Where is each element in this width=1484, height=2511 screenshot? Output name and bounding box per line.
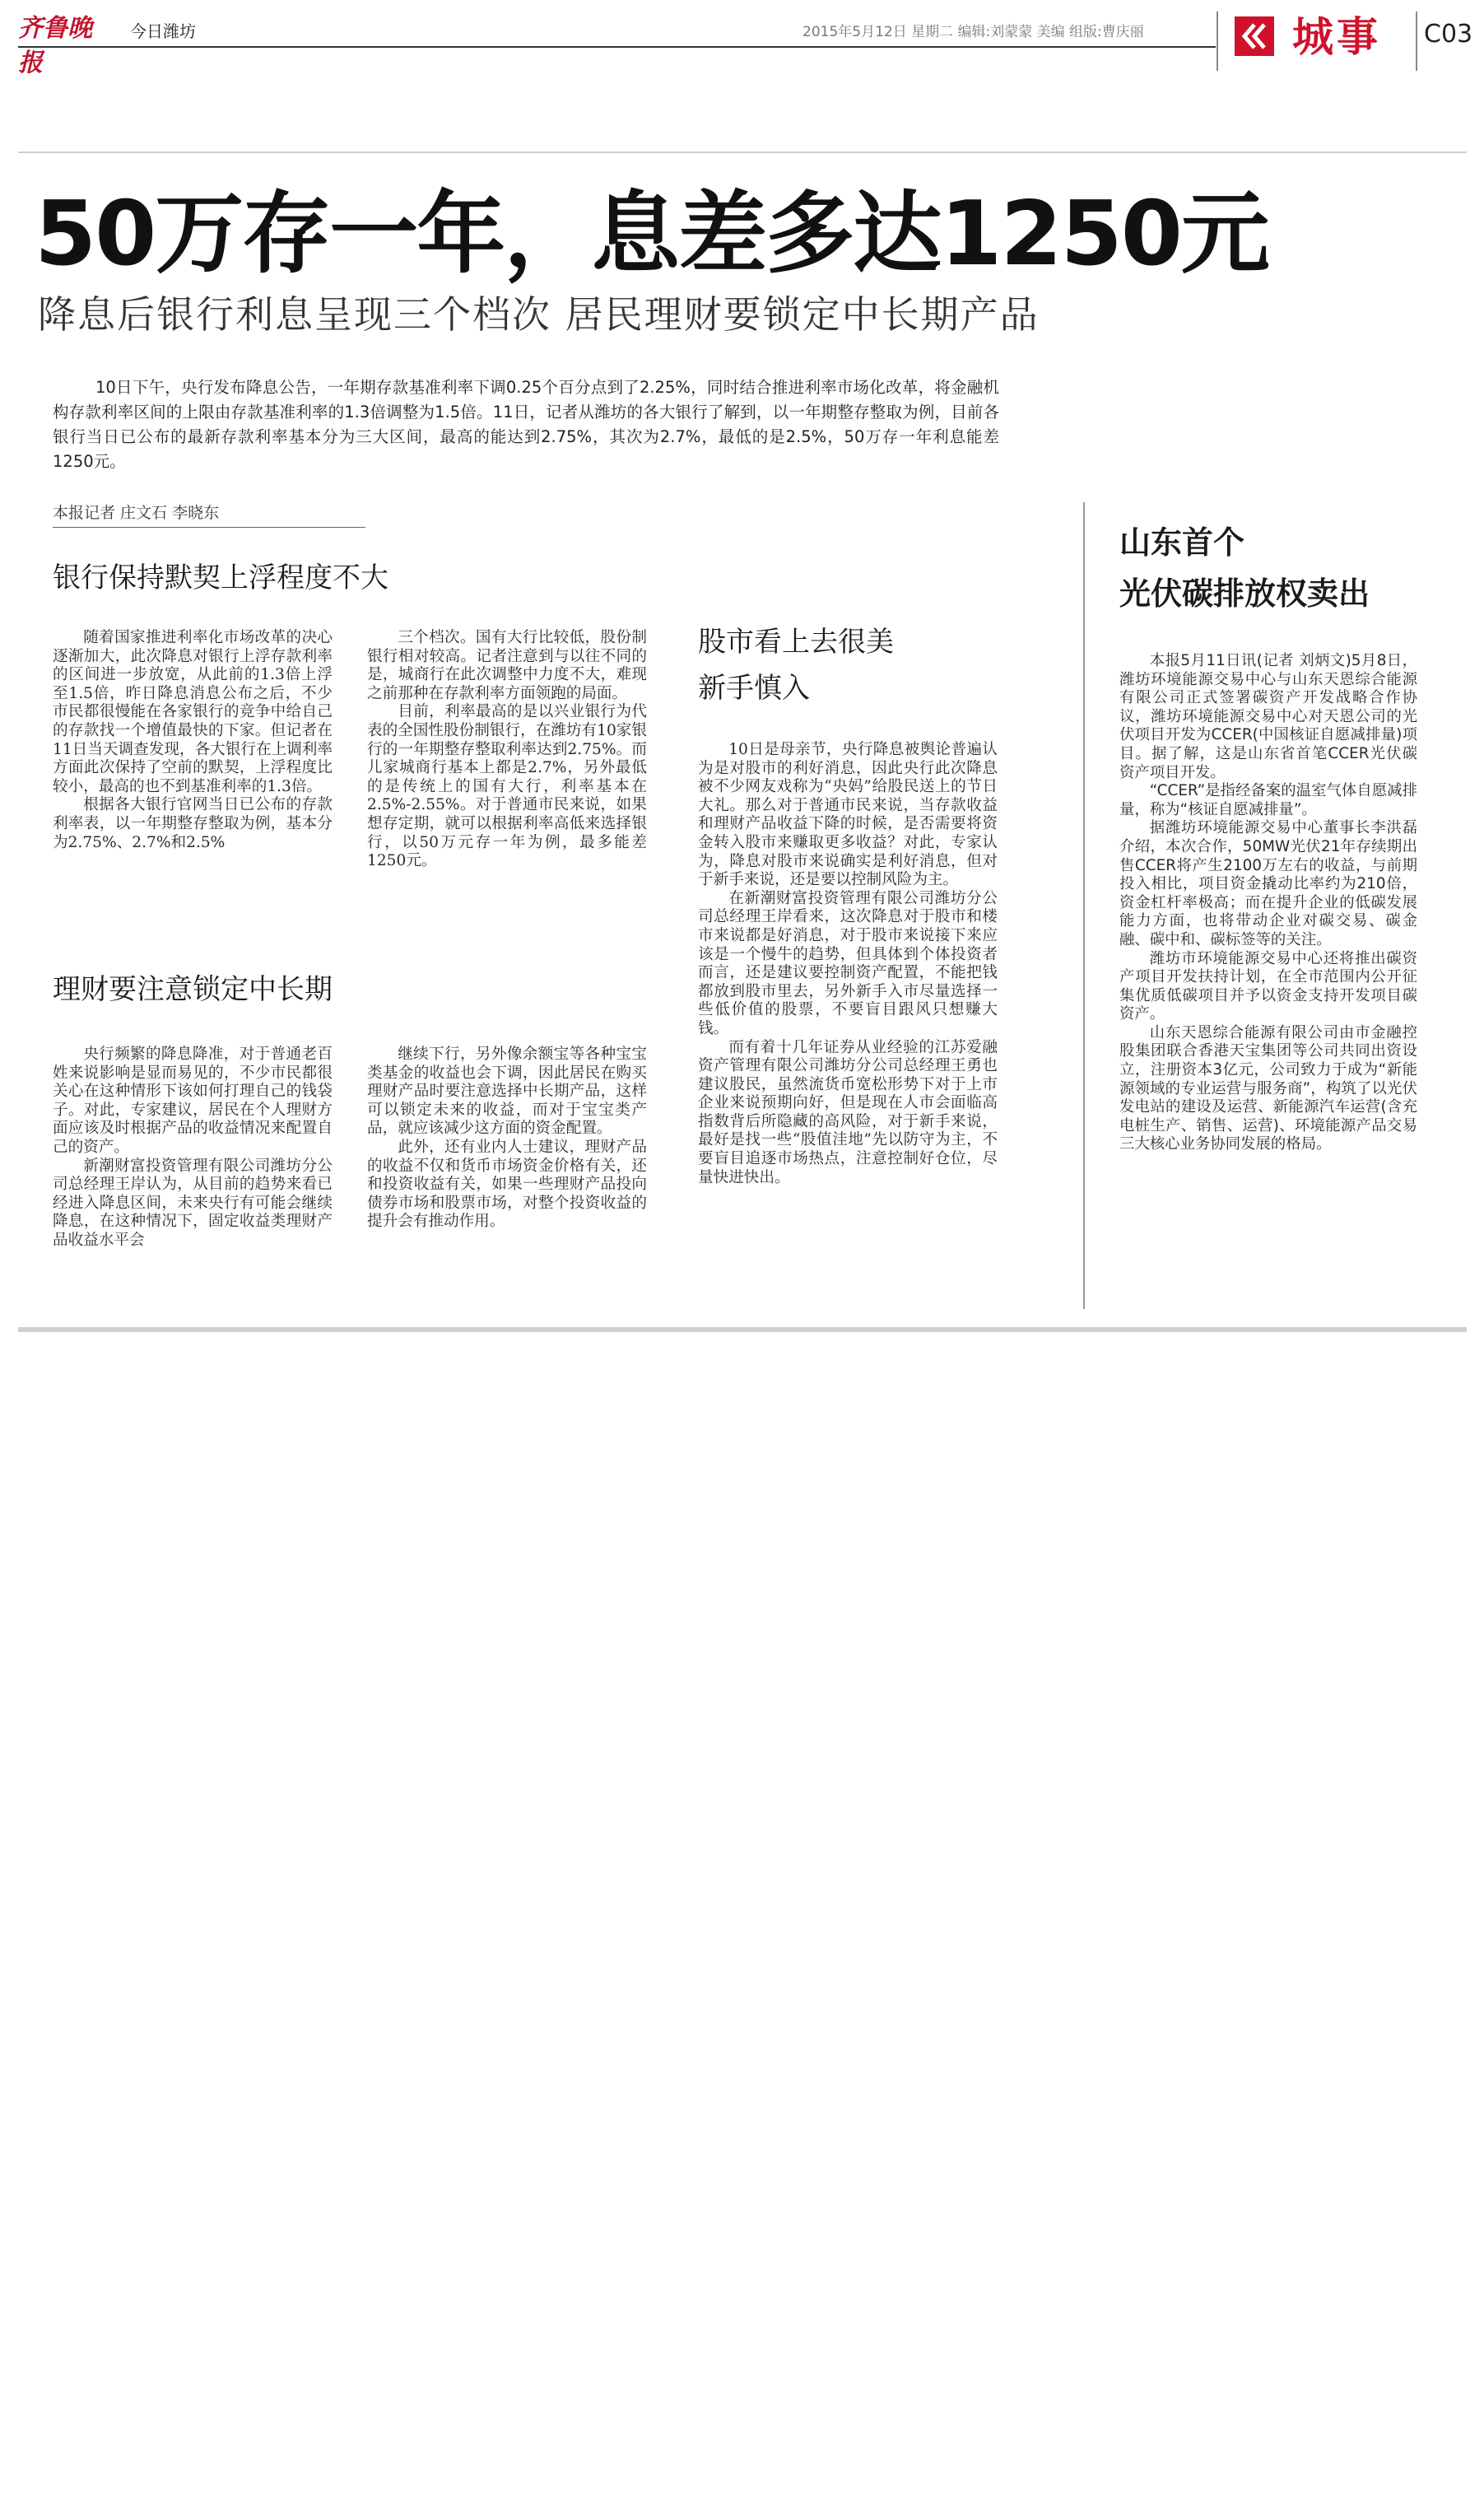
paragraph: 继续下行，另外像余额宝等各种宝宝类基金的收益也会下调，因此居民在购买理财产品时要注意选择中长期产品，这样可以锁定未来的收益，而对于宝宝类产品，就应该减少这方面的资金配置。 [367, 1046, 647, 1138]
newspaper-logo: 齐鲁晚报 [18, 14, 92, 77]
masthead-rule [18, 46, 1216, 48]
paragraph: 随着国家推进利率化市场改革的决心逐渐加大，此次降息对银行上浮存款利率的区间进一步放宽，从此前的1.3倍上浮至1.5倍，昨日降息消息公布之后，不少市民都很慢能在各家银行的竞争中给自己的存款找一个增值最快的下家。但记者在11日当天调查发现，各大银行在上调利率方面此次保持了空前的默契，上浮程度比较小，最高的也不到基准利率的1.3倍。 [53, 629, 333, 795]
article-column [53, 1046, 333, 1309]
page-divider [1416, 12, 1417, 71]
subheading-wealth-management: 理财要注意锁定中长期 [53, 973, 333, 1006]
double-chevron-left-icon [1235, 16, 1274, 56]
paragraph: 新潮财富投资管理有限公司潍坊分公司总经理王岸认为，从目前的趋势来看已经进入降息区间，未来央行有可能会继续降息，在这种情况下，固定收益类理财产品收益水平会 [53, 1157, 333, 1249]
byline: 本报记者 庄文石 李晓东 [53, 501, 365, 528]
paragraph: 目前，利率最高的是以兴业银行为代表的全国性股份制银行，在潍坊有10家银行的一年期整存整取利率达到2.75%。而儿家城商行基本上都是2.7%，另外最低的是传统上的国有大行，利率基本在2.5%-2.55%。对于普通市民来说，如果想存定期，就可以根据利率高低来选择银行，以50万元存一年为例，最多能差1250元。 [367, 703, 647, 870]
article-column [367, 1046, 647, 1309]
sidebar-title-line: 光伏碳排放权卖出 [1119, 575, 1370, 612]
paragraph: 三个档次。国有大行比较低，股份制银行相对较高。记者注意到与以往不同的是，城商行在此次调整中力度不大，难现之前那种在存款利率方面领跑的局面。 [367, 629, 647, 702]
issue-meta: 2015年5月12日 星期二 编辑:刘蒙蒙 美编 组版:曹庆丽 [802, 24, 1144, 40]
subheading-stock-market [698, 619, 894, 711]
paragraph: 本报5月11日讯(记者 刘炳文)5月8日，潍坊环境能源交易中心与山东天恩综合能源有限公司正式签署碳资产开发战略合作协议，潍坊环境能源交易中心对天恩公司的光伏项目开发为CCER(中国核证自愿减排量)项目。据了解，这是山东省首笔CCER光伏碳资产项目开发。 [1119, 652, 1417, 781]
subheading-line: 股市看上去很美 [698, 626, 894, 659]
edition-label: 今日潍坊 [130, 21, 196, 41]
paragraph: 据潍坊环境能源交易中心董事长李洪磊介绍，本次合作，50MW光伏21年存续期出售CCER将产生2100万左右的收益，与前期投入相比，项目资金撬动比率约为210倍，资金杠杆率极高；而在提升企业的低碳发展能力方面，也将带动企业对碳交易、碳金融、碳中和、碳标签等的关注。 [1119, 819, 1417, 948]
paragraph: 而有着十几年证券从业经验的江苏爱融资产管理有限公司潍坊分公司总经理王勇也建议股民，虽然流货币宽松形势下对于上市企业来说预期向好，但是现在人市会面临高指数背后所隐藏的高风险，对于新手来说，最好是找一些“股值洼地”先以防守为主，不要盲目追逐市场热点，注意控制好仓位，尽量快进快出。 [698, 1038, 998, 1186]
chevron-left-inner [1254, 25, 1264, 48]
article-column [367, 629, 647, 942]
paragraph: 根据各大银行官网当日已公布的存款利率表，以一年期整存整取为例，基本分为2.75%、2.7%和2.5% [53, 796, 333, 851]
paragraph: 央行频繁的降息降准，对于普通老百姓来说影响是显而易见的，不少市民都很关心在这种情形下该如何打理自己的钱袋子。对此，专家建议，居民在个人理财方面应该及时根据产品的收益情况来配置自己的资产。 [53, 1046, 333, 1156]
bottom-separator [18, 1327, 1467, 1332]
lead-paragraph: 10日下午，央行发布降息公告，一年期存款基准利率下调0.25个百分点到了2.25%，同时结合推进利率市场化改革，将金融机构存款利率区间的上限由存款基准利率的1.3倍调整为1.5倍。11日，记者从潍坊的各大银行了解到，以一年期整存整取为例，目前各银行当日已公布的最新存款利率基本分为三大区间，最高的能达到2.75%，其次为2.7%，最低的是2.5%，50万存一年利息能差1250元。 [53, 378, 999, 471]
top-separator [18, 151, 1467, 153]
sidebar-divider [1083, 502, 1085, 1309]
article-column [698, 741, 998, 1311]
paragraph: 10日是母亲节，央行降息被舆论普遍认为是对股市的利好消息，因此央行此次降息被不少网友戏称为“央妈”给股民送上的节日大礼。那么对于普通市民来说，当存款收益和理财产品收益下降的时候，是否需要将资金转入股市来赚取更多收益？对此，专家认为，降息对股市来说确实是利好消息，但对于新手来说，还是要以控制风险为主。 [698, 741, 998, 889]
subheading-bank-rates: 银行保持默契上浮程度不大 [53, 561, 388, 594]
article-column [53, 629, 333, 942]
sidebar-title-line: 山东首个 [1119, 524, 1245, 561]
sub-headline: 降息后银行利息呈现三个档次 居民理财要锁定中长期产品 [38, 292, 1040, 337]
subheading-line: 新手慎入 [698, 672, 810, 705]
page-number: C03 [1424, 20, 1473, 49]
sidebar-article [1119, 652, 1417, 1311]
main-headline: 50万存一年，息差多达1250元 [35, 183, 1268, 286]
section-title: 城事 [1292, 13, 1381, 61]
paragraph: “CCER”是指经备案的温室气体自愿减排量，称为“核证自愿减排量”。 [1119, 782, 1417, 818]
paragraph: 潍坊市环境能源交易中心还将推出碳资产项目开发扶持计划，在全市范围内公开征集优质低碳项目并予以资金支持开发项目碳资产。 [1119, 949, 1417, 1023]
paragraph: 在新潮财富投资管理有限公司潍坊分公司总经理王岸看来，这次降息对于股市和楼市来说都是好消息，对于股市来说接下来应该是一个慢牛的趋势，但具体到个体投资者而言，还是建议要控制资产配置，不能把钱都放到股市里去，另外新手入市尽量选择一些低价值的股票，不要盲目跟风只想赚大钱。 [698, 889, 998, 1037]
paragraph: 此外，还有业内人士建议，理财产品的收益不仅和货币市场资金价格有关，还和投资收益有关，如果一些理财产品投向债券市场和股票市场，对整个投资收益的提升会有推动作用。 [367, 1138, 647, 1231]
sidebar-title [1119, 517, 1370, 619]
masthead-divider [1217, 12, 1218, 71]
paragraph: 山东天恩综合能源有限公司由市金融控股集团联合香港天宝集团等公司共同出资设立，注册资本3亿元，公司致力于成为“新能源领域的专业运营与服务商”，构筑了以光伏发电站的建设及运营、新能源汽车运营(含充电桩生产、销售、运营)、环境能源产品交易三大核心业务协同发展的格局。 [1119, 1023, 1417, 1153]
